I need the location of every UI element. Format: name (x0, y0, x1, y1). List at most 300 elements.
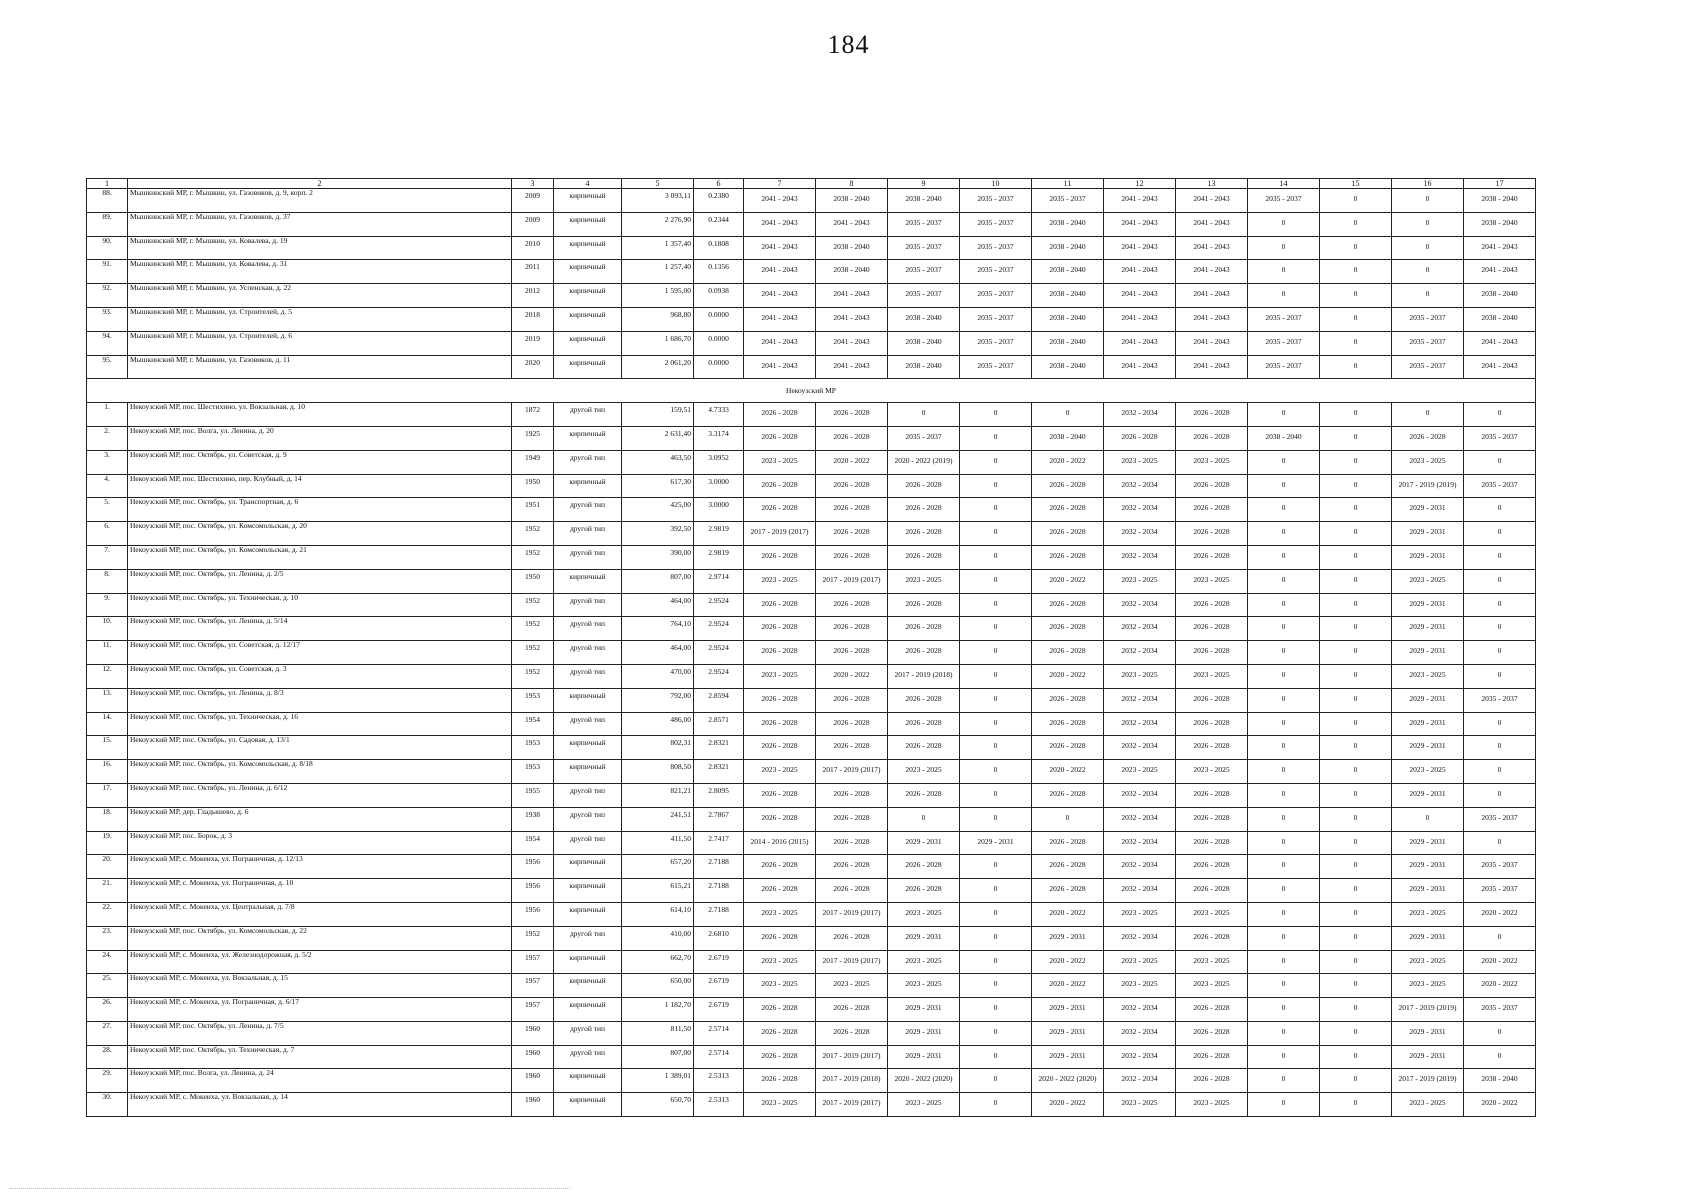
table-cell: 650,00 (622, 974, 694, 998)
table-cell: 463,50 (622, 450, 694, 474)
table-cell: 0 (960, 807, 1032, 831)
table-cell: 0 (1248, 998, 1320, 1022)
table-cell: 2038 - 2040 (1464, 307, 1536, 331)
table-cell: 3.0952 (694, 450, 744, 474)
section-title: Некоузский МР (87, 379, 1536, 403)
table-cell: 2020 - 2022 (1032, 974, 1104, 998)
table-cell: 2032 - 2034 (1104, 879, 1176, 903)
table-cell: Некоузский МР, пос. Октябрь, ул. Ленина, д. 2/5 (128, 569, 512, 593)
table-cell: 2032 - 2034 (1104, 1045, 1176, 1069)
table-cell: 0 (1320, 664, 1392, 688)
table-cell: 2038 - 2040 (1248, 426, 1320, 450)
table-cell: 2038 - 2040 (1032, 260, 1104, 284)
table-cell: 0 (1464, 545, 1536, 569)
table-cell: 2.8321 (694, 760, 744, 784)
table-cell: 0 (960, 712, 1032, 736)
table-cell: 2035 - 2037 (888, 284, 960, 308)
table-cell: 2.9524 (694, 641, 744, 665)
table-cell: 2041 - 2043 (1176, 331, 1248, 355)
table-cell: 1957 (512, 974, 554, 998)
table-cell: другой тип (554, 450, 622, 474)
table-cell: 2.8594 (694, 688, 744, 712)
table-cell: 2041 - 2043 (1104, 331, 1176, 355)
table-row (87, 783, 1536, 807)
table-cell: 2.6719 (694, 974, 744, 998)
table-cell: 2009 (512, 189, 554, 213)
table-row (87, 688, 1536, 712)
table-cell: 2026 - 2028 (744, 998, 816, 1022)
table-cell: 2.6719 (694, 950, 744, 974)
table-cell: другой тип (554, 522, 622, 546)
table-cell: 0 (960, 974, 1032, 998)
table-cell: 2023 - 2025 (888, 569, 960, 593)
column-header: 6 (694, 179, 744, 189)
table-cell: 617,30 (622, 474, 694, 498)
table-cell: 2026 - 2028 (816, 783, 888, 807)
table-cell: кирпичный (554, 736, 622, 760)
table-cell: 2.9524 (694, 664, 744, 688)
table-cell: 2035 - 2037 (1392, 355, 1464, 379)
table-cell: 2035 - 2037 (1464, 426, 1536, 450)
table-cell: 0 (960, 902, 1032, 926)
table-row (87, 1021, 1536, 1045)
table-cell: 16. (87, 760, 128, 784)
table-cell: 2026 - 2028 (1176, 807, 1248, 831)
table-cell: 2023 - 2025 (1392, 569, 1464, 593)
table-cell: 0 (1248, 902, 1320, 926)
table-cell: 1952 (512, 545, 554, 569)
table-cell: 1952 (512, 664, 554, 688)
table-cell: Некоузский МР, пос. Октябрь, ул. Садовая, д. 13/1 (128, 736, 512, 760)
table-cell: 0 (1320, 783, 1392, 807)
table-cell: 2032 - 2034 (1104, 1021, 1176, 1045)
table-cell: 2026 - 2028 (744, 712, 816, 736)
table-cell: Некоузский МР, пос. Октябрь, ул. Советская, д. 3 (128, 664, 512, 688)
table-cell: 2029 - 2031 (1032, 926, 1104, 950)
table-cell: 0 (960, 760, 1032, 784)
table-cell: Мышкинский МР, г. Мышкин, ул. Ковалева, д. 31 (128, 260, 512, 284)
table-cell: 2023 - 2025 (1176, 450, 1248, 474)
table-cell: 0 (1248, 474, 1320, 498)
table-cell: 0 (960, 664, 1032, 688)
table-cell: 2023 - 2025 (1392, 450, 1464, 474)
table-cell: другой тип (554, 807, 622, 831)
table-cell: Некоузский МР, с. Мокеиха, ул. Пограничная, д. 6/17 (128, 998, 512, 1022)
table-cell: 0 (1392, 807, 1464, 831)
table-cell: 0 (960, 498, 1032, 522)
table-cell: 2.9819 (694, 545, 744, 569)
table-cell: 2026 - 2028 (1176, 1021, 1248, 1045)
table-cell: 2026 - 2028 (744, 498, 816, 522)
table-cell: 2.6719 (694, 998, 744, 1022)
table-cell: 2038 - 2040 (888, 307, 960, 331)
column-header: 1 (87, 179, 128, 189)
table-cell: 2020 - 2022 (1032, 569, 1104, 593)
table-cell: 2038 - 2040 (888, 189, 960, 213)
table-cell: 2026 - 2028 (744, 926, 816, 950)
table-cell: 2038 - 2040 (1032, 331, 1104, 355)
table-cell: 2029 - 2031 (1392, 926, 1464, 950)
table-cell: 2026 - 2028 (1032, 617, 1104, 641)
table-cell: 2029 - 2031 (1392, 593, 1464, 617)
table-cell: 2035 - 2037 (1464, 998, 1536, 1022)
table-cell: 2026 - 2028 (1032, 522, 1104, 546)
table-cell: 2 276,90 (622, 212, 694, 236)
table-cell: кирпичный (554, 426, 622, 450)
table-cell: 2032 - 2034 (1104, 712, 1176, 736)
table-cell: другой тип (554, 1045, 622, 1069)
table-cell: 0 (1320, 902, 1392, 926)
table-cell: 2038 - 2040 (1032, 284, 1104, 308)
table-cell: 2041 - 2043 (744, 236, 816, 260)
table-cell: 2026 - 2028 (1176, 998, 1248, 1022)
table-cell: другой тип (554, 641, 622, 665)
table-cell: 2023 - 2025 (1104, 974, 1176, 998)
table-cell: кирпичный (554, 760, 622, 784)
table-row (87, 1045, 1536, 1069)
table-cell: 2026 - 2028 (816, 879, 888, 903)
table-row (87, 998, 1536, 1022)
table-cell: 2026 - 2028 (744, 807, 816, 831)
table-cell: 0 (1320, 355, 1392, 379)
table-cell: 2035 - 2037 (1464, 474, 1536, 498)
table-cell: 2029 - 2031 (1392, 641, 1464, 665)
table-cell: 0 (1248, 712, 1320, 736)
table-cell: 19. (87, 831, 128, 855)
table-cell: 411,50 (622, 831, 694, 855)
table-cell: 2041 - 2043 (816, 307, 888, 331)
table-cell: 12. (87, 664, 128, 688)
table-cell: 95. (87, 355, 128, 379)
table-cell: Некоузский МР, пос. Волга, ул. Ленина, д. 20 (128, 426, 512, 450)
table-cell: Некоузский МР, пос. Октябрь, ул. Техническая, д. 7 (128, 1045, 512, 1069)
table-cell: 2029 - 2031 (888, 1045, 960, 1069)
table-cell: 4. (87, 474, 128, 498)
table-cell: 0 (1248, 831, 1320, 855)
table-cell: 2026 - 2028 (744, 783, 816, 807)
table-cell: 0 (1320, 641, 1392, 665)
table-cell: Некоузский МР, пос. Октябрь, ул. Ленина, д. 8/3 (128, 688, 512, 712)
table-cell: 2026 - 2028 (816, 807, 888, 831)
table-cell: 2032 - 2034 (1104, 926, 1176, 950)
table-cell: 2035 - 2037 (1464, 688, 1536, 712)
table-cell: 2026 - 2028 (1032, 783, 1104, 807)
table-cell: 0 (1320, 855, 1392, 879)
table-cell: 2026 - 2028 (1176, 617, 1248, 641)
table-cell: 0 (960, 1093, 1032, 1117)
table-cell: 2029 - 2031 (1392, 1045, 1464, 1069)
table-cell: 2041 - 2043 (1176, 307, 1248, 331)
table-cell: 2020 - 2022 (1032, 950, 1104, 974)
table-cell: 2023 - 2025 (1104, 569, 1176, 593)
header-row (87, 179, 1536, 189)
table-cell: 1 257,40 (622, 260, 694, 284)
table-cell: 2026 - 2028 (1392, 426, 1464, 450)
table-cell: 0.2344 (694, 212, 744, 236)
table-cell: 2041 - 2043 (1176, 260, 1248, 284)
table-cell: 2026 - 2028 (888, 712, 960, 736)
table-cell: 2026 - 2028 (888, 783, 960, 807)
table-cell: 0 (1320, 284, 1392, 308)
table-cell: 0 (960, 403, 1032, 427)
table-cell: 2020 - 2022 (816, 450, 888, 474)
table-cell: 0 (1248, 1021, 1320, 1045)
table-cell: 2041 - 2043 (816, 212, 888, 236)
table-cell: 2023 - 2025 (1392, 974, 1464, 998)
table-cell: 2026 - 2028 (888, 688, 960, 712)
table-cell: 2029 - 2031 (888, 1021, 960, 1045)
table-cell: 0 (960, 1069, 1032, 1093)
table-row (87, 641, 1536, 665)
table-cell: 0 (888, 807, 960, 831)
table-cell: 0 (1248, 807, 1320, 831)
table-cell: 0 (1320, 1069, 1392, 1093)
table-cell: 0 (1320, 998, 1392, 1022)
table-cell: 0 (1464, 1045, 1536, 1069)
table-cell: 17. (87, 783, 128, 807)
table-cell: 0 (960, 855, 1032, 879)
table-cell: 2041 - 2043 (1176, 189, 1248, 213)
table-row (87, 189, 1536, 213)
table-cell: 0 (1248, 760, 1320, 784)
table-cell: 2026 - 2028 (744, 1045, 816, 1069)
table-row (87, 664, 1536, 688)
table-cell: 2 631,40 (622, 426, 694, 450)
table-cell: 0 (1320, 307, 1392, 331)
table-row (87, 950, 1536, 974)
table-cell: 2026 - 2028 (1032, 593, 1104, 617)
table-cell: 0 (960, 522, 1032, 546)
table-cell: 0 (960, 641, 1032, 665)
table-cell: 2038 - 2040 (816, 260, 888, 284)
table-row (87, 498, 1536, 522)
table-cell: 2023 - 2025 (744, 974, 816, 998)
table-cell: 968,80 (622, 307, 694, 331)
table-cell: 2041 - 2043 (1104, 355, 1176, 379)
table-cell: 2017 - 2019 (2017) (816, 760, 888, 784)
column-header: 5 (622, 179, 694, 189)
table-cell: 464,00 (622, 593, 694, 617)
table-cell: 2026 - 2028 (816, 426, 888, 450)
table-cell: 2026 - 2028 (744, 1069, 816, 1093)
table-cell: 0 (1320, 617, 1392, 641)
table-cell: 0 (1392, 189, 1464, 213)
table-cell: 2012 (512, 284, 554, 308)
table-cell: 2026 - 2028 (1176, 403, 1248, 427)
table-cell: 0 (1464, 617, 1536, 641)
table-cell: другой тип (554, 926, 622, 950)
table-cell: 1957 (512, 950, 554, 974)
table-cell: 2023 - 2025 (888, 950, 960, 974)
table-cell: 5. (87, 498, 128, 522)
table-cell: 2041 - 2043 (744, 260, 816, 284)
table-cell: другой тип (554, 617, 622, 641)
table-cell: 2041 - 2043 (1464, 355, 1536, 379)
table-cell: Некоузский МР, пос. Октябрь, ул. Комсомольская, д. 22 (128, 926, 512, 950)
table-cell: 2023 - 2025 (1176, 974, 1248, 998)
table-cell: 2017 - 2019 (2019) (1392, 474, 1464, 498)
table-cell: 2035 - 2037 (1248, 189, 1320, 213)
table-cell: 2010 (512, 236, 554, 260)
table-cell: 1960 (512, 1069, 554, 1093)
table-cell: 22. (87, 902, 128, 926)
table-cell: 2029 - 2031 (1392, 831, 1464, 855)
table-cell: 0 (1248, 450, 1320, 474)
table-cell: Мышкинский МР, г. Мышкин, ул. Строителей, д. 6 (128, 331, 512, 355)
table-cell: 0 (1248, 926, 1320, 950)
table-cell: 2.9819 (694, 522, 744, 546)
table-cell: 2032 - 2034 (1104, 498, 1176, 522)
table-cell: 2023 - 2025 (1176, 950, 1248, 974)
table-cell: 28. (87, 1045, 128, 1069)
table-cell: 2026 - 2028 (816, 998, 888, 1022)
housing-table (86, 178, 1536, 1117)
table-cell: 2017 - 2019 (2017) (744, 522, 816, 546)
table-cell: 9. (87, 593, 128, 617)
table-row (87, 260, 1536, 284)
table-cell: кирпичный (554, 1093, 622, 1117)
table-cell: 0 (1320, 189, 1392, 213)
table-cell: 0 (1464, 569, 1536, 593)
table-cell: 1953 (512, 736, 554, 760)
table-cell: 2026 - 2028 (1176, 545, 1248, 569)
table-cell: другой тип (554, 831, 622, 855)
table-cell: 2038 - 2040 (1032, 212, 1104, 236)
table-cell: 2023 - 2025 (1104, 450, 1176, 474)
table-cell: кирпичный (554, 307, 622, 331)
table-cell: 89. (87, 212, 128, 236)
table-cell: 2035 - 2037 (1464, 879, 1536, 903)
table-cell: кирпичный (554, 1069, 622, 1093)
table-cell: 0 (1392, 284, 1464, 308)
table-cell: 2035 - 2037 (888, 426, 960, 450)
table-cell: 27. (87, 1021, 128, 1045)
table-cell: кирпичный (554, 974, 622, 998)
table-cell: 2.5313 (694, 1093, 744, 1117)
table-cell: 1953 (512, 760, 554, 784)
table-cell: 2026 - 2028 (888, 545, 960, 569)
table-cell: 0 (1248, 1045, 1320, 1069)
table-cell: 0 (1464, 926, 1536, 950)
table-cell: 2023 - 2025 (1392, 760, 1464, 784)
table-cell: 2029 - 2031 (888, 831, 960, 855)
table-row (87, 355, 1536, 379)
table-cell: 0 (1392, 403, 1464, 427)
table-cell: 2026 - 2028 (1032, 855, 1104, 879)
table-cell: 410,00 (622, 926, 694, 950)
table-cell: 92. (87, 284, 128, 308)
table-cell: 470,00 (622, 664, 694, 688)
table-cell: 0 (1320, 736, 1392, 760)
table-cell: 0 (1248, 641, 1320, 665)
table-cell: 2029 - 2031 (960, 831, 1032, 855)
table-cell: 808,50 (622, 760, 694, 784)
table-cell: 91. (87, 260, 128, 284)
table-cell: 2026 - 2028 (744, 426, 816, 450)
table-cell: 93. (87, 307, 128, 331)
table-cell: 2035 - 2037 (1248, 355, 1320, 379)
table-cell: 2038 - 2040 (1464, 212, 1536, 236)
table-cell: 2017 - 2019 (2018) (888, 664, 960, 688)
table-cell: 2.7188 (694, 879, 744, 903)
table-cell: 2035 - 2037 (1248, 331, 1320, 355)
table-cell: 2026 - 2028 (888, 855, 960, 879)
table-row (87, 474, 1536, 498)
table-row (87, 902, 1536, 926)
table-cell: 2023 - 2025 (1392, 664, 1464, 688)
table-cell: 2041 - 2043 (744, 307, 816, 331)
table-cell: 2.5313 (694, 1069, 744, 1093)
table-cell: 6. (87, 522, 128, 546)
table-cell: кирпичный (554, 855, 622, 879)
table-row (87, 1069, 1536, 1093)
table-cell: 764,10 (622, 617, 694, 641)
table-cell: 2026 - 2028 (1176, 1069, 1248, 1093)
table-cell: 2035 - 2037 (888, 212, 960, 236)
table-cell: 2029 - 2031 (1032, 1045, 1104, 1069)
table-cell: другой тип (554, 712, 622, 736)
table-cell: 2035 - 2037 (960, 260, 1032, 284)
table-cell: 1956 (512, 855, 554, 879)
table-cell: 1953 (512, 688, 554, 712)
table-cell: Некоузский МР, пос. Октябрь, ул. Комсомольская, д. 8/18 (128, 760, 512, 784)
table-cell: 2032 - 2034 (1104, 855, 1176, 879)
table-cell: 26. (87, 998, 128, 1022)
table-cell: 2035 - 2037 (888, 236, 960, 260)
table-cell: 0 (1248, 260, 1320, 284)
table-cell: 0 (1320, 974, 1392, 998)
table-cell: 0 (1392, 260, 1464, 284)
table-cell: 2026 - 2028 (1176, 879, 1248, 903)
table-row (87, 569, 1536, 593)
table-cell: 821,21 (622, 783, 694, 807)
table-cell: 2029 - 2031 (1392, 498, 1464, 522)
table-cell: 2029 - 2031 (888, 926, 960, 950)
table-cell: 2.5714 (694, 1021, 744, 1045)
table-cell: 2026 - 2028 (888, 879, 960, 903)
table-cell: Мышкинский МР, г. Мышкин, ул. Газовиков, д. 9, корп. 2 (128, 189, 512, 213)
table-cell: 0 (1464, 450, 1536, 474)
table-cell: 2023 - 2025 (1104, 760, 1176, 784)
table-cell: 24. (87, 950, 128, 974)
table-cell: Некоузский МР, с. Мокеиха, ул. Железнодорожная, д. 5/2 (128, 950, 512, 974)
table-cell: другой тип (554, 498, 622, 522)
column-header: 14 (1248, 179, 1320, 189)
table-cell: 2032 - 2034 (1104, 736, 1176, 760)
table-row (87, 450, 1536, 474)
table-cell: 2029 - 2031 (1032, 1021, 1104, 1045)
table-cell: 0 (1248, 783, 1320, 807)
table-cell: 1957 (512, 998, 554, 1022)
table-cell: 1925 (512, 426, 554, 450)
table-cell: 2026 - 2028 (744, 641, 816, 665)
table-cell: 2.7188 (694, 855, 744, 879)
table-cell: 0.2380 (694, 189, 744, 213)
table-cell: 1952 (512, 926, 554, 950)
table-cell: кирпичный (554, 331, 622, 355)
table-cell: 2026 - 2028 (1176, 593, 1248, 617)
table-cell: 2029 - 2031 (1392, 545, 1464, 569)
table-cell: 2035 - 2037 (888, 260, 960, 284)
table-cell: 2035 - 2037 (1392, 307, 1464, 331)
table-row (87, 736, 1536, 760)
table-cell: 2035 - 2037 (1392, 331, 1464, 355)
table-cell: 7. (87, 545, 128, 569)
table-cell: 2038 - 2040 (888, 355, 960, 379)
table-cell: 390,00 (622, 545, 694, 569)
table-cell: 0 (960, 1045, 1032, 1069)
table-cell: 425,00 (622, 498, 694, 522)
